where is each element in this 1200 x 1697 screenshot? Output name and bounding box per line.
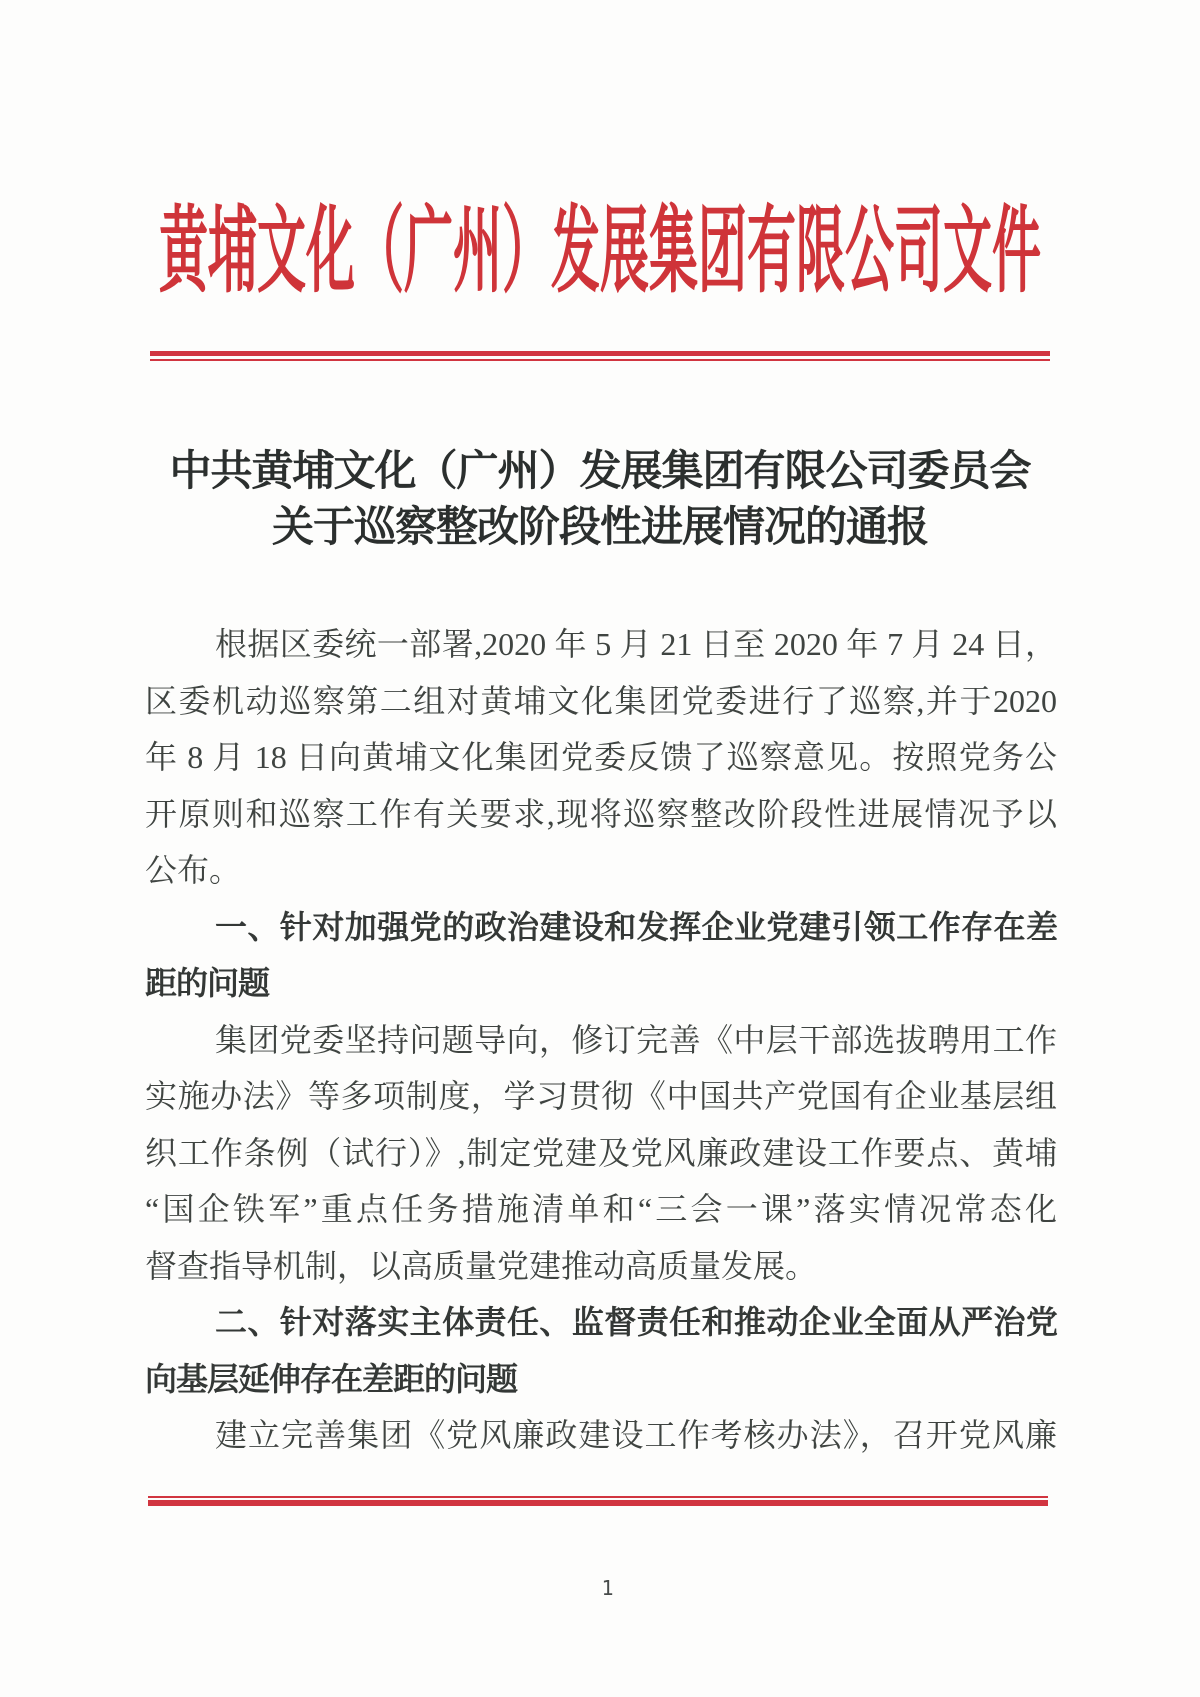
document-body — [145, 616, 1057, 1464]
body-line: 建立完善集团《党风廉政建设工作考核办法》，召开党风廉 — [215, 1417, 1057, 1453]
body-line: 区委机动巡察第二组对黄埔文化集团党委进行了巡察,并于2020 — [145, 682, 1057, 719]
page-number: 1 — [601, 1576, 614, 1600]
letterhead-title-text: 黄埔文化（广州）发展集团有限公司文件 — [158, 198, 1041, 305]
body-line: 督查指导机制，以高质量党建推动高质量发展。 — [145, 1247, 818, 1284]
body-line: 开原则和巡察工作有关要求,现将巡察整改阶段性进展情况予以 — [145, 795, 1057, 832]
section-heading: 向基层延伸存在差距的问题 — [145, 1360, 518, 1397]
section-heading: 二、针对落实主体责任、监督责任和推动企业全面从严治党 — [215, 1304, 1057, 1340]
body-line: 根据区委统一部署,2020 年 5 月 21 日至 2020 年 7 月 24 日， — [215, 626, 1057, 662]
letterhead-title — [0, 198, 1200, 305]
section-heading: 一、针对加强党的政治建设和发挥企业党建引领工作存在差 — [215, 908, 1057, 945]
body-line: 年 8 月 18 日向黄埔文化集团党委反馈了巡察意见。按照党务公 — [145, 739, 1057, 775]
body-line: “国企铁军”重点任务措施清单和“三会一课”落实情况常态化 — [145, 1191, 1057, 1227]
body-line: 公布。 — [145, 852, 242, 888]
section-heading: 距的问题 — [145, 965, 270, 1001]
footer-divider-rule — [148, 1496, 1048, 1506]
document-title — [0, 444, 1200, 556]
document-title-line2: 关于巡察整改阶段性进展情况的通报 — [271, 505, 928, 551]
letterhead-divider-rule — [150, 351, 1050, 361]
document-title-line1: 中共黄埔文化（广州）发展集团有限公司委员会 — [169, 449, 1031, 495]
body-line: 实施办法》等多项制度，学习贯彻《中国共产党国有企业基层组 — [145, 1078, 1057, 1114]
body-line: 集团党委坚持问题导向，修订完善《中层干部选拔聘用工作 — [215, 1021, 1057, 1058]
body-line: 织工作条例（试行）》,制定党建及党风廉政建设工作要点、黄埔 — [145, 1134, 1057, 1171]
